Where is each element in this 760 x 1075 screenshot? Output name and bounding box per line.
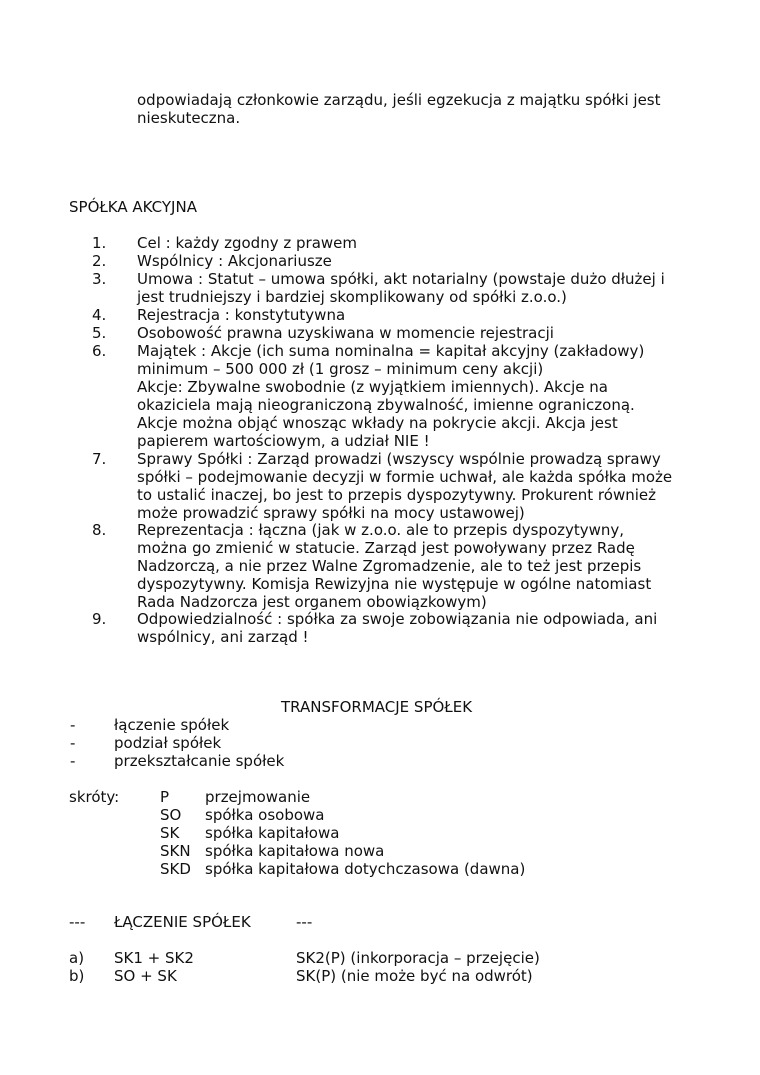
intro-line: nieskuteczna. bbox=[137, 109, 241, 127]
list-number: 5. bbox=[92, 324, 107, 342]
list-number: 2. bbox=[92, 252, 107, 270]
intro-line: odpowiadają członkowie zarządu, jeśli egzekucja z majątku spółki jest bbox=[137, 91, 661, 109]
abbrev-code: SO bbox=[160, 806, 182, 824]
list-item-line: to ustalić inaczej, bo jest to przepis dyspozytywny. Prokurent również bbox=[137, 486, 656, 504]
bullet-mark: - bbox=[70, 734, 76, 752]
abbrev-label: skróty: bbox=[69, 788, 120, 806]
list-item bbox=[137, 234, 697, 252]
list-item-line: spółki – podejmowanie decyzji w formie uchwał, ale każda spółka może bbox=[137, 468, 673, 486]
abbrev-desc: spółka kapitałowa dotychczasowa (dawna) bbox=[205, 860, 526, 878]
list-item-line: minimum – 500 000 zł (1 grosz – minimum ceny akcji) bbox=[137, 360, 544, 378]
list-item-line: okaziciela mają nieograniczoną zbywalność, imienne ograniczoną. bbox=[137, 396, 635, 414]
list-item-line: Odpowiedzialność : spółka za swoje zobowiązania nie odpowiada, ani bbox=[137, 610, 658, 628]
list-number: 1. bbox=[92, 234, 107, 252]
bullet-text: łączenie spółek bbox=[114, 716, 230, 734]
abbrev-desc: przejmowanie bbox=[205, 788, 311, 806]
list-item bbox=[137, 252, 697, 270]
list-item-line: Rejestracja : konstytutywna bbox=[137, 306, 346, 324]
list-number: 4. bbox=[92, 306, 107, 324]
abbrev-desc: spółka kapitałowa bbox=[205, 824, 340, 842]
merge-row-right: SK(P) (nie może być na odwrót) bbox=[296, 967, 533, 985]
bullet-mark: - bbox=[70, 752, 76, 770]
list-item-line: Wspólnicy : Akcjonariusze bbox=[137, 252, 332, 270]
transform-heading: TRANSFORMACJE SPÓŁEK bbox=[281, 698, 473, 716]
merge-row-right: SK2(P) (inkorporacja – przejęcie) bbox=[296, 949, 540, 967]
merge-dash-right: --- bbox=[296, 913, 313, 931]
merge-dash-left: --- bbox=[69, 913, 86, 931]
list-item-line: Reprezentacja : łączna (jak w z.o.o. ale to przepis dyspozytywny, bbox=[137, 521, 625, 539]
list-item-line: Nadzorczą, a nie przez Walne Zgromadzenie, ale to też jest przepis bbox=[137, 557, 642, 575]
list-item bbox=[137, 342, 697, 450]
list-item-line: może prowadzić sprawy spółki na mocy ustawowej) bbox=[137, 504, 525, 522]
merge-row-left: SO + SK bbox=[114, 967, 177, 985]
list-item-line: Rada Nadzorcza jest organem obowiązkowym) bbox=[137, 593, 487, 611]
list-item-line: Cel : każdy zgodny z prawem bbox=[137, 234, 357, 252]
list-item-line: Majątek : Akcje (ich suma nominalna = kapitał akcyjny (zakładowy) bbox=[137, 342, 645, 360]
abbrev-code: SKN bbox=[160, 842, 191, 860]
list-number: 7. bbox=[92, 450, 107, 468]
list-item bbox=[137, 450, 697, 522]
merge-row-mark: b) bbox=[69, 967, 85, 985]
list-item bbox=[137, 306, 697, 324]
list-item bbox=[137, 610, 697, 646]
abbrev-code: SKD bbox=[160, 860, 191, 878]
abbrev-code: P bbox=[160, 788, 170, 806]
list-item bbox=[137, 270, 697, 306]
bullet-text: podział spółek bbox=[114, 734, 222, 752]
merge-row-mark: a) bbox=[69, 949, 85, 967]
section-heading: SPÓŁKA AKCYJNA bbox=[69, 198, 197, 216]
bullet-mark: - bbox=[70, 716, 76, 734]
intro-paragraph bbox=[137, 91, 661, 127]
list-item-line: dyspozytywny. Komisja Rewizyjna nie występuje w ogólne natomiast bbox=[137, 575, 652, 593]
abbrev-code: SK bbox=[160, 824, 180, 842]
list-number: 3. bbox=[92, 270, 107, 288]
list-item-line: Akcje: Zbywalne swobodnie (z wyjątkiem imiennych). Akcje na bbox=[137, 378, 608, 396]
bullet-text: przekształcanie spółek bbox=[114, 752, 285, 770]
merge-heading: ŁĄCZENIE SPÓŁEK bbox=[114, 913, 251, 931]
list-number: 8. bbox=[92, 521, 107, 539]
list-item-line: wspólnicy, ani zarząd ! bbox=[137, 628, 309, 646]
list-item-line: można go zmienić w statucie. Zarząd jest powoływany przez Radę bbox=[137, 539, 635, 557]
abbrev-desc: spółka osobowa bbox=[205, 806, 325, 824]
list-item-line: Umowa : Statut – umowa spółki, akt notarialny (powstaje dużo dłużej i bbox=[137, 270, 665, 288]
merge-row-left: SK1 + SK2 bbox=[114, 949, 194, 967]
list-number: 9. bbox=[92, 610, 107, 628]
list-item-line: Osobowość prawna uzyskiwana w momencie rejestracji bbox=[137, 324, 554, 342]
list-item-line: jest trudniejszy i bardziej skomplikowany od spółki z.o.o.) bbox=[137, 288, 567, 306]
list-item bbox=[137, 521, 697, 611]
list-item bbox=[137, 324, 697, 342]
abbrev-desc: spółka kapitałowa nowa bbox=[205, 842, 385, 860]
list-item-line: papierem wartościowym, a udział NIE ! bbox=[137, 432, 430, 450]
list-number: 6. bbox=[92, 342, 107, 360]
list-item-line: Akcje można objąć wnosząc wkłady na pokrycie akcji. Akcja jest bbox=[137, 414, 618, 432]
list-item-line: Sprawy Spółki : Zarząd prowadzi (wszyscy wspólnie prowadzą sprawy bbox=[137, 450, 661, 468]
